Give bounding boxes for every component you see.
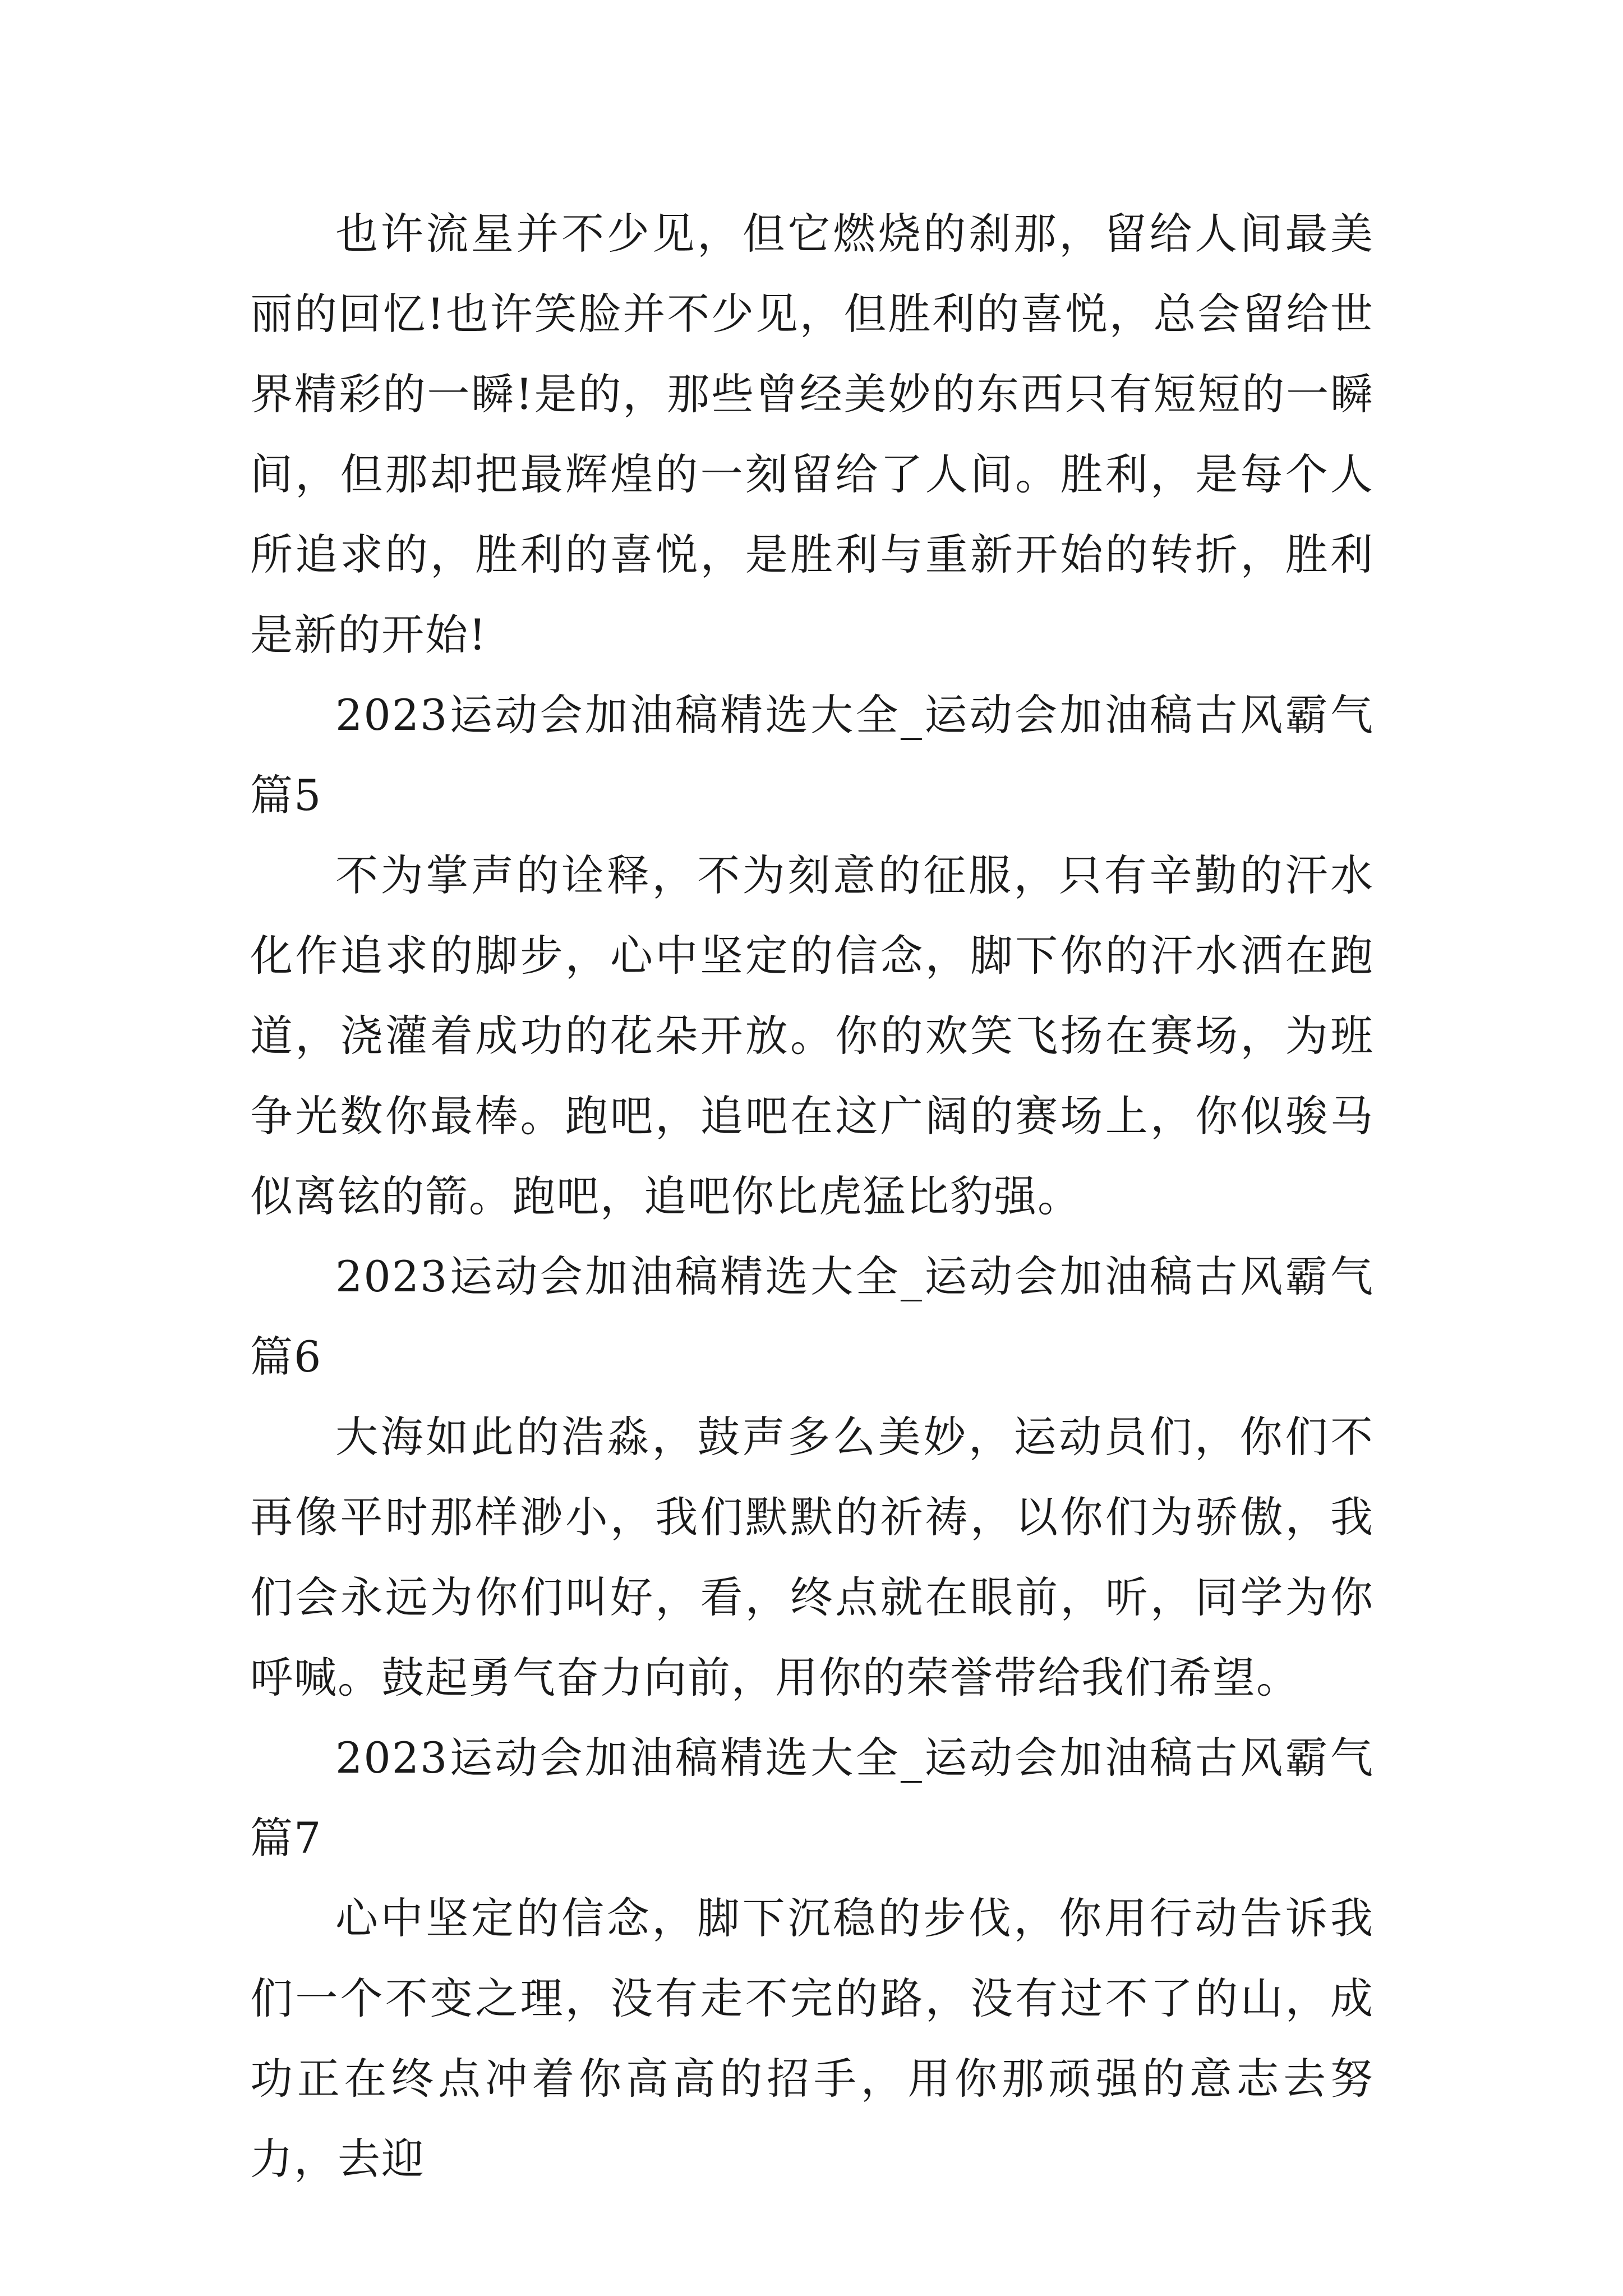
body-paragraph: 不为掌声的诠释，不为刻意的征服，只有辛勤的汗水化作追求的脚步，心中坚定的信念，脚下你的汗水洒在跑道，浇灌着成功的花朵开放。你的欢笑飞扬在赛场，为班争光数你最棒。跑吧，追吧在这广阔的赛场上，你似骏马似离铉的箭。跑吧，追吧你比虎猛比豹强。 xyxy=(250,850,1374,1221)
body-paragraph: 心中坚定的信念，脚下沉稳的步伐，你用行动告诉我们一个不变之理，没有走不完的路，没有过不了的山，成功正在终点冲着你高高的招手，用你那顽强的意志去努力，去迎 xyxy=(250,1893,1374,2184)
section-heading: 2023运动会加油稿精选大全_运动会加油稿古风霸气篇5 xyxy=(250,690,1374,820)
section-heading: 2023运动会加油稿精选大全_运动会加油稿古风霸气篇7 xyxy=(250,1733,1374,1863)
section-heading: 2023运动会加油稿精选大全_运动会加油稿古风霸气篇6 xyxy=(250,1251,1374,1382)
body-paragraph: 大海如此的浩淼，鼓声多么美妙，运动员们，你们不再像平时那样渺小，我们默默的祈祷，以你们为骄傲，我们会永远为你们叫好，看，终点就在眼前，听，同学为你呼喊。鼓起勇气奋力向前，用你的荣誉带给我们希望。 xyxy=(250,1412,1374,1703)
body-paragraph: 也许流星并不少见，但它燃烧的刹那，留给人间最美丽的回忆!也许笑脸并不少见，但胜利的喜悦，总会留给世界精彩的一瞬!是的，那些曾经美妙的东西只有短短的一瞬间，但那却把最辉煌的一刻留给了人间。胜利，是每个人所追求的，胜利的喜悦，是胜利与重新开始的转折，胜利是新的开始! xyxy=(250,209,1374,660)
document-body xyxy=(250,194,1374,2199)
